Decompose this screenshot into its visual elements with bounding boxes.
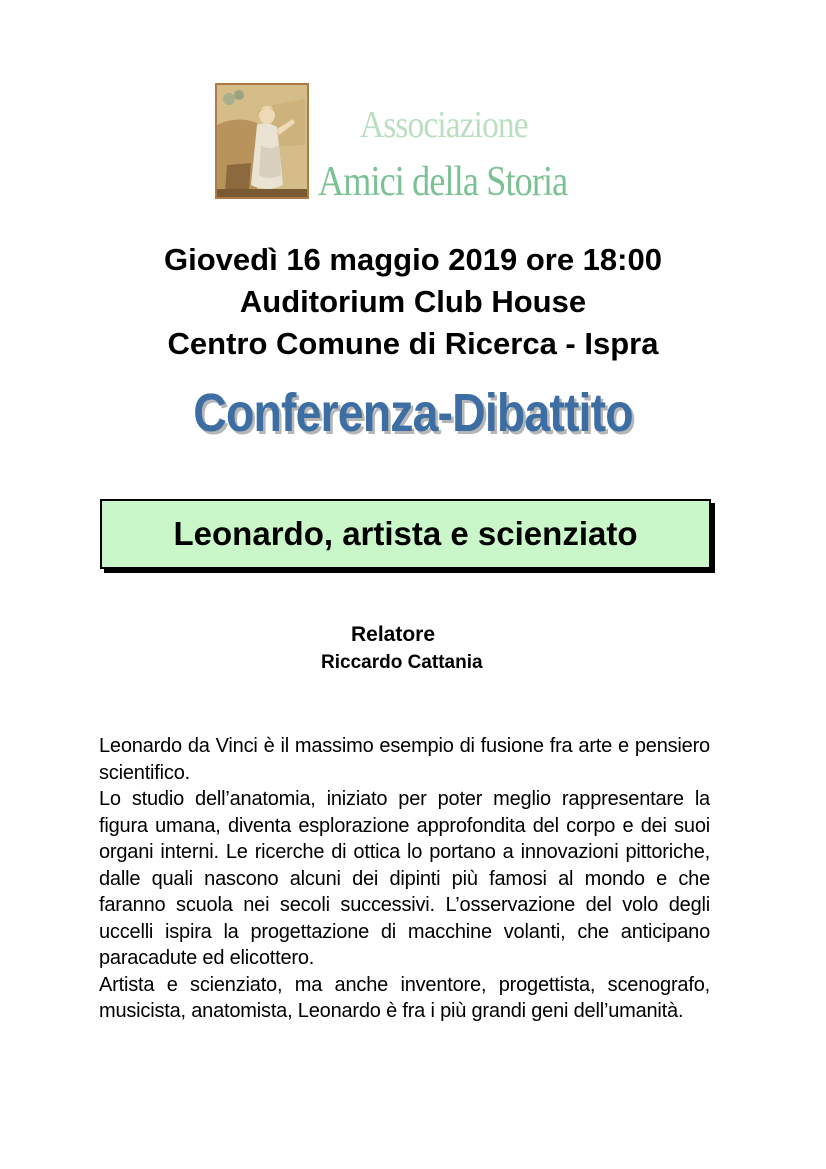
description-paragraph-1: Leonardo da Vinci è il massimo esempio di fusione fra arte e pensiero scientifico. [99,735,710,784]
speaker-label: Relatore [351,623,436,646]
event-date: Giovedì 16 maggio 2019 ore 18:00 [164,242,662,277]
event-venue: Auditorium Club House [239,284,587,319]
description-paragraph-3: Artista e scienziato, ma anche inventore, progettista, scenografo, musicista, anatomista, Leonardo è fra i più grandi geni dell’umanità. [99,973,710,1022]
talk-title: Leonardo, artista e scienziato [173,515,638,552]
talk-title-box [100,499,711,569]
talk-description [99,733,710,1025]
association-name-line1: Associazione [360,104,528,146]
speaker-name: Riccardo Cattania [321,652,483,673]
event-type-heading: Conferenza-Dibattito [193,383,633,443]
association-logo-painting [215,83,309,199]
association-name-line2: Amici della Storia [318,159,568,205]
event-location: Centro Comune di Ricerca - Ispra [167,326,659,361]
painting-figure-icon [217,85,307,197]
description-paragraph-2: Lo studio dell’anatomia, iniziato per poter meglio rappresentare la figura umana, diventa esplorazione approfondita del corpo e dei suoi organi interni. Le ricerche di ottica lo portano a innovazioni pittoriche, dalle quali nascono alcuni dei dipinti più famosi al mondo e che faranno scuola nei secoli successivi. L’osservazione del volo degli uccelli ispira la progettazione di macchine volanti, che anticipano paracadute ed elicottero. [99,788,710,969]
